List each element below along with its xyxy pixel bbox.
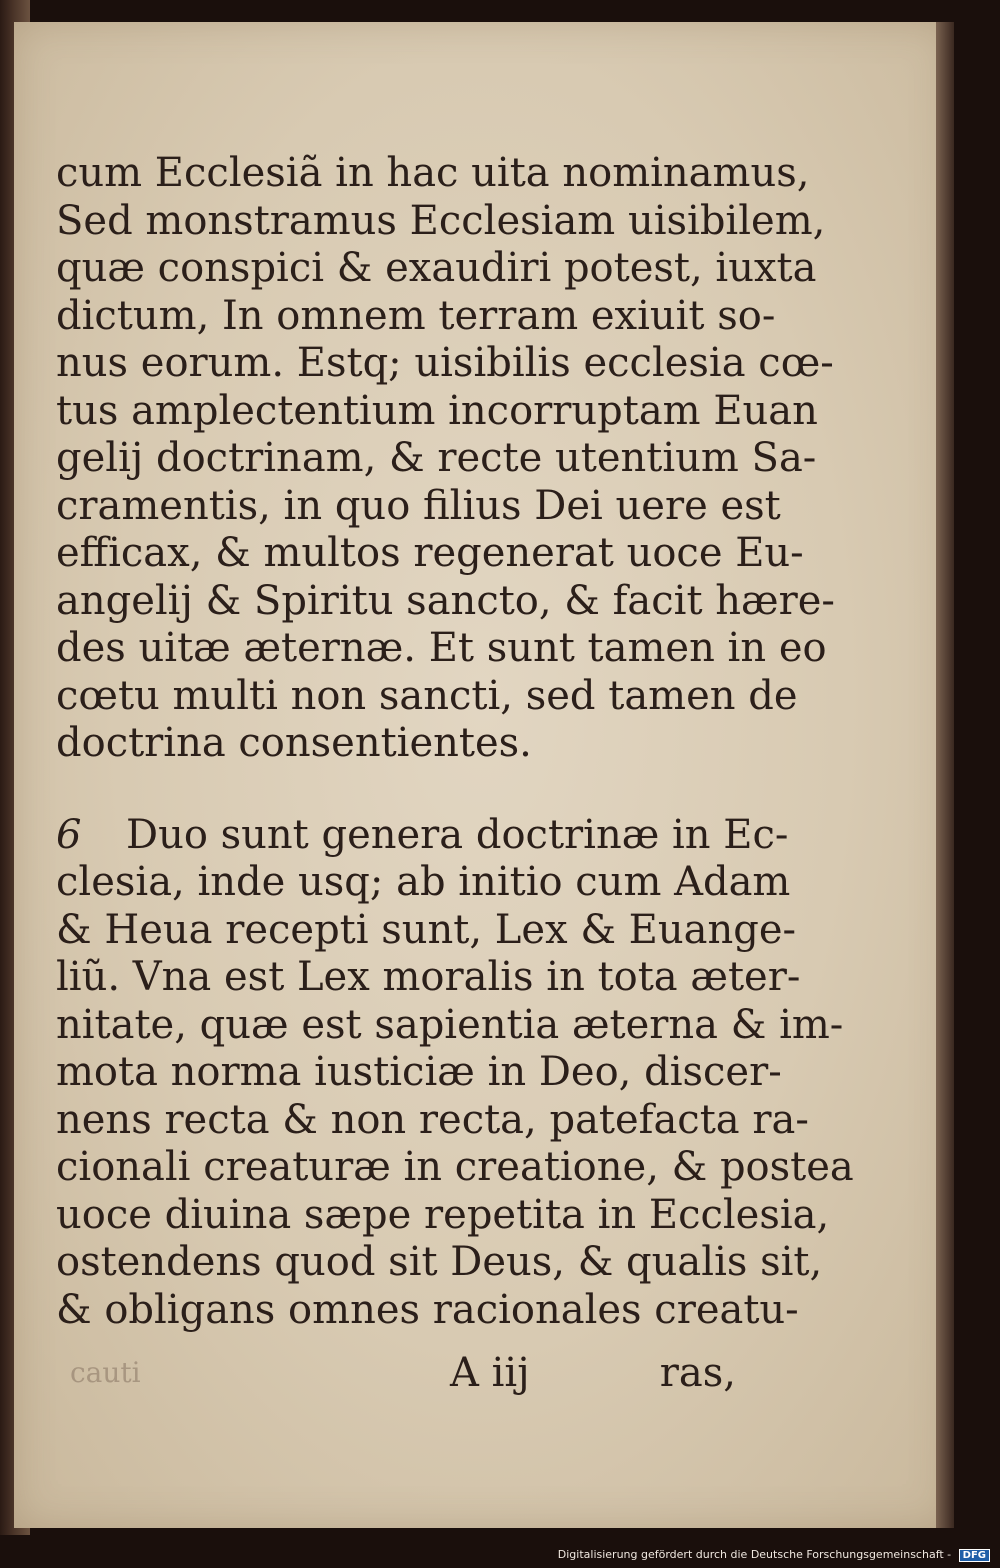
section-number: 6 bbox=[56, 811, 82, 858]
text-line: Sed monstramus Ecclesiam uisibilem, bbox=[56, 197, 826, 244]
text-line: clesia, inde usq; ab initio cum Adam bbox=[56, 859, 791, 905]
page-edge bbox=[936, 22, 954, 1528]
credit-text: Digitalisierung gefördert durch die Deutsche Forschungsgemeinschaft - bbox=[557, 1548, 952, 1561]
faint-mark: cauti bbox=[70, 1356, 141, 1389]
catchword: ras, bbox=[659, 1350, 736, 1396]
text-line: nus eorum. Estq; uisibilis ecclesia cœ- bbox=[56, 340, 834, 386]
page-footer bbox=[70, 1350, 736, 1398]
text-line: cramentis, in quo filius Dei uere est bbox=[56, 482, 781, 529]
text-line: gelij doctrinam, & recte utentium Sa- bbox=[56, 435, 817, 481]
text-line bbox=[56, 811, 789, 860]
text-line: nitate, quæ est sapientia æterna & im- bbox=[56, 1001, 844, 1048]
text-line: doctrina consentientes. bbox=[56, 720, 532, 766]
text-line: cœtu multi non sancti, sed tamen de bbox=[56, 672, 798, 719]
text-line: des uitæ æternæ. Et sunt tamen in eo bbox=[56, 625, 827, 671]
paragraph-gap bbox=[56, 768, 746, 812]
dfg-logo: DFG bbox=[959, 1549, 990, 1562]
text-line: & obligans omnes racionales creatu- bbox=[56, 1286, 799, 1333]
text-line: ostendens quod sit Deus, & qualis sit, bbox=[56, 1239, 823, 1285]
digitization-credit bbox=[558, 1548, 990, 1562]
section-first-line: Duo sunt genera doctrinæ in Ec- bbox=[126, 811, 789, 858]
text-line: & Heua recepti sunt, Lex & Euange- bbox=[56, 906, 796, 953]
text-line: liũ. Vna est Lex moralis in tota æter- bbox=[56, 954, 801, 1000]
text-line: cum Ecclesiã in hac uita nominamus, bbox=[56, 150, 810, 196]
text-line: mota norma iusticiæ in Deo, discer- bbox=[56, 1049, 782, 1095]
text-line: dictum, In omnem terram exiuit so- bbox=[56, 292, 776, 339]
text-line: cionali creaturæ in creatione, & postea bbox=[56, 1144, 854, 1190]
signature-mark: A iij bbox=[450, 1350, 530, 1396]
text-line: nens recta & non recta, patefacta ra- bbox=[56, 1096, 809, 1143]
text-line: efficax, & multos regenerat uoce Eu- bbox=[56, 530, 804, 576]
text-line: uoce diuina sæpe repetita in Ecclesia, bbox=[56, 1191, 830, 1238]
text-line: tus amplectentium incorruptam Euan bbox=[56, 387, 818, 434]
page-text bbox=[56, 150, 854, 1334]
text-line: quæ conspici & exaudiri potest, iuxta bbox=[56, 245, 817, 291]
text-line: angelij & Spiritu sancto, & facit hære- bbox=[56, 577, 835, 624]
